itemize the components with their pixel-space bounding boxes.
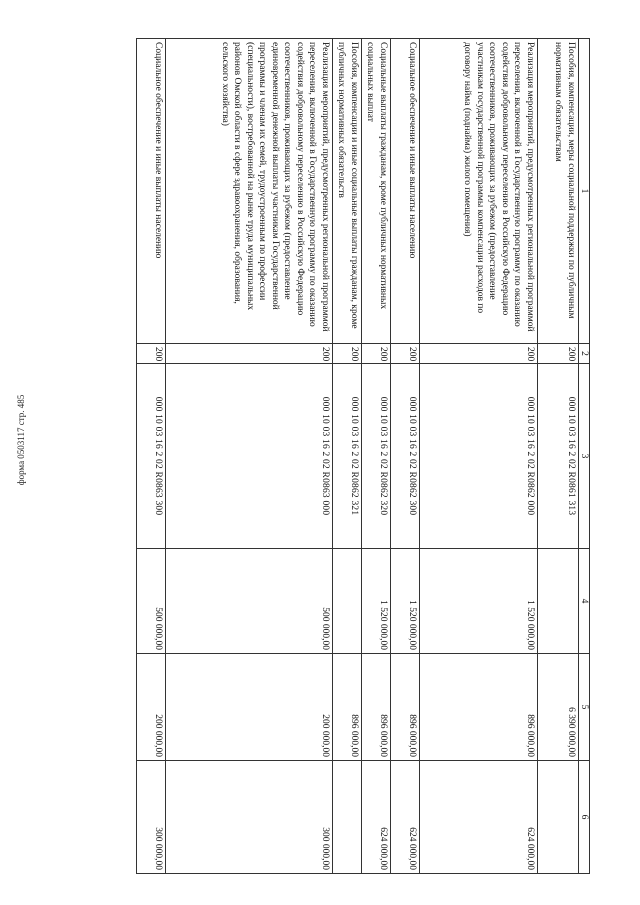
executed-amount: 896 000,00	[333, 654, 362, 761]
budget-class-code: 000 10 03 16 2 02 R0863 000	[166, 364, 333, 549]
unexecuted-amount	[538, 761, 579, 874]
executed-amount: 896 000,00	[362, 654, 391, 761]
line-code: 200	[391, 344, 420, 364]
indicator-name: Реализация мероприятий, предусмотренных региональной программой переселения, включенной в Государственную программу по оказанию содействия добровольному переселению в Российскую Федерацию соотечественников, проживающих за рубежом (предоставление участникам государственной программы компенсации расходов по договору найма (поднайма) жилого помещения)	[420, 39, 538, 344]
table-row	[333, 39, 362, 874]
table-row	[538, 39, 579, 874]
line-code: 200	[166, 344, 333, 364]
table-row	[166, 39, 333, 874]
indicator-name: Социальное обеспечение и иные выплаты населению	[391, 39, 420, 344]
indicator-name: Пособия, компенсации и иные социальные выплаты гражданам, кроме публичных нормативных обязательств	[333, 39, 362, 344]
executed-amount: 6 390 000,00	[538, 654, 579, 761]
form-page-label-text: форма 0503117 стр. 485	[16, 394, 26, 486]
form-page-label	[16, 394, 37, 486]
line-code: 200	[420, 344, 538, 364]
executed-amount: 200 000,00	[137, 654, 166, 761]
approved-amount: 1 520 000,00	[362, 549, 391, 654]
table-row	[362, 39, 391, 874]
column-header: 2	[579, 344, 590, 364]
header-row	[579, 39, 590, 874]
approved-amount: 500 000,00	[137, 549, 166, 654]
indicator-name: Социальные выплаты гражданам, кроме публичных нормативных социальных выплат	[362, 39, 391, 344]
table-row	[137, 39, 166, 874]
budget-class-code: 000 10 03 16 2 02 R0862 000	[420, 364, 538, 549]
line-code: 200	[333, 344, 362, 364]
budget-class-code: 000 10 03 16 2 02 R0861 313	[538, 364, 579, 549]
indicator-name: Реализация мероприятий, предусмотренных региональной программой переселения, включенной в Государственную программу по оказанию содействия добровольному переселению в Российскую Федерацию соотечественников, проживающих за рубежом (предоставление единовременной денежной выплаты участникам Государственной программы и членам их семей, трудоустроенным по профессии (специальности), востребованной на рынке труда муниципальных районов Омской области в сфере здравоохранения, образования, сельского хозяйства)	[166, 39, 333, 344]
approved-amount: 500 000,00	[166, 549, 333, 654]
column-header: 1	[579, 39, 590, 344]
unexecuted-amount: 300 000,00	[137, 761, 166, 874]
report-sheet	[80, 38, 590, 873]
approved-amount	[333, 549, 362, 654]
approved-amount	[538, 549, 579, 654]
unexecuted-amount: 624 000,00	[362, 761, 391, 874]
line-code: 200	[538, 344, 579, 364]
column-header: 5	[579, 654, 590, 761]
executed-amount: 896 000,00	[420, 654, 538, 761]
budget-class-code: 000 10 03 16 2 02 R0863 300	[137, 364, 166, 549]
column-header: 3	[579, 364, 590, 549]
unexecuted-amount: 624 000,00	[420, 761, 538, 874]
approved-amount: 1 520 000,00	[391, 549, 420, 654]
unexecuted-amount: 300 000,00	[166, 761, 333, 874]
executed-amount: 896 000,00	[391, 654, 420, 761]
line-code: 200	[362, 344, 391, 364]
column-header: 6	[579, 761, 590, 874]
budget-execution-table	[136, 38, 590, 874]
indicator-name: Социальное обеспечение и иные выплаты населению	[137, 39, 166, 344]
budget-class-code: 000 10 03 16 2 02 R0862 320	[362, 364, 391, 549]
unexecuted-amount	[333, 761, 362, 874]
table-row	[391, 39, 420, 874]
unexecuted-amount: 624 000,00	[391, 761, 420, 874]
indicator-name: Пособия, компенсации, меры социальной поддержки по публичным нормативным обязательствам	[538, 39, 579, 344]
budget-class-code: 000 10 03 16 2 02 R0862 300	[391, 364, 420, 549]
column-header: 4	[579, 549, 590, 654]
executed-amount: 200 000,00	[166, 654, 333, 761]
approved-amount: 1 520 000,00	[420, 549, 538, 654]
line-code: 200	[137, 344, 166, 364]
table-row	[420, 39, 538, 874]
budget-class-code: 000 10 03 16 2 02 R0862 321	[333, 364, 362, 549]
